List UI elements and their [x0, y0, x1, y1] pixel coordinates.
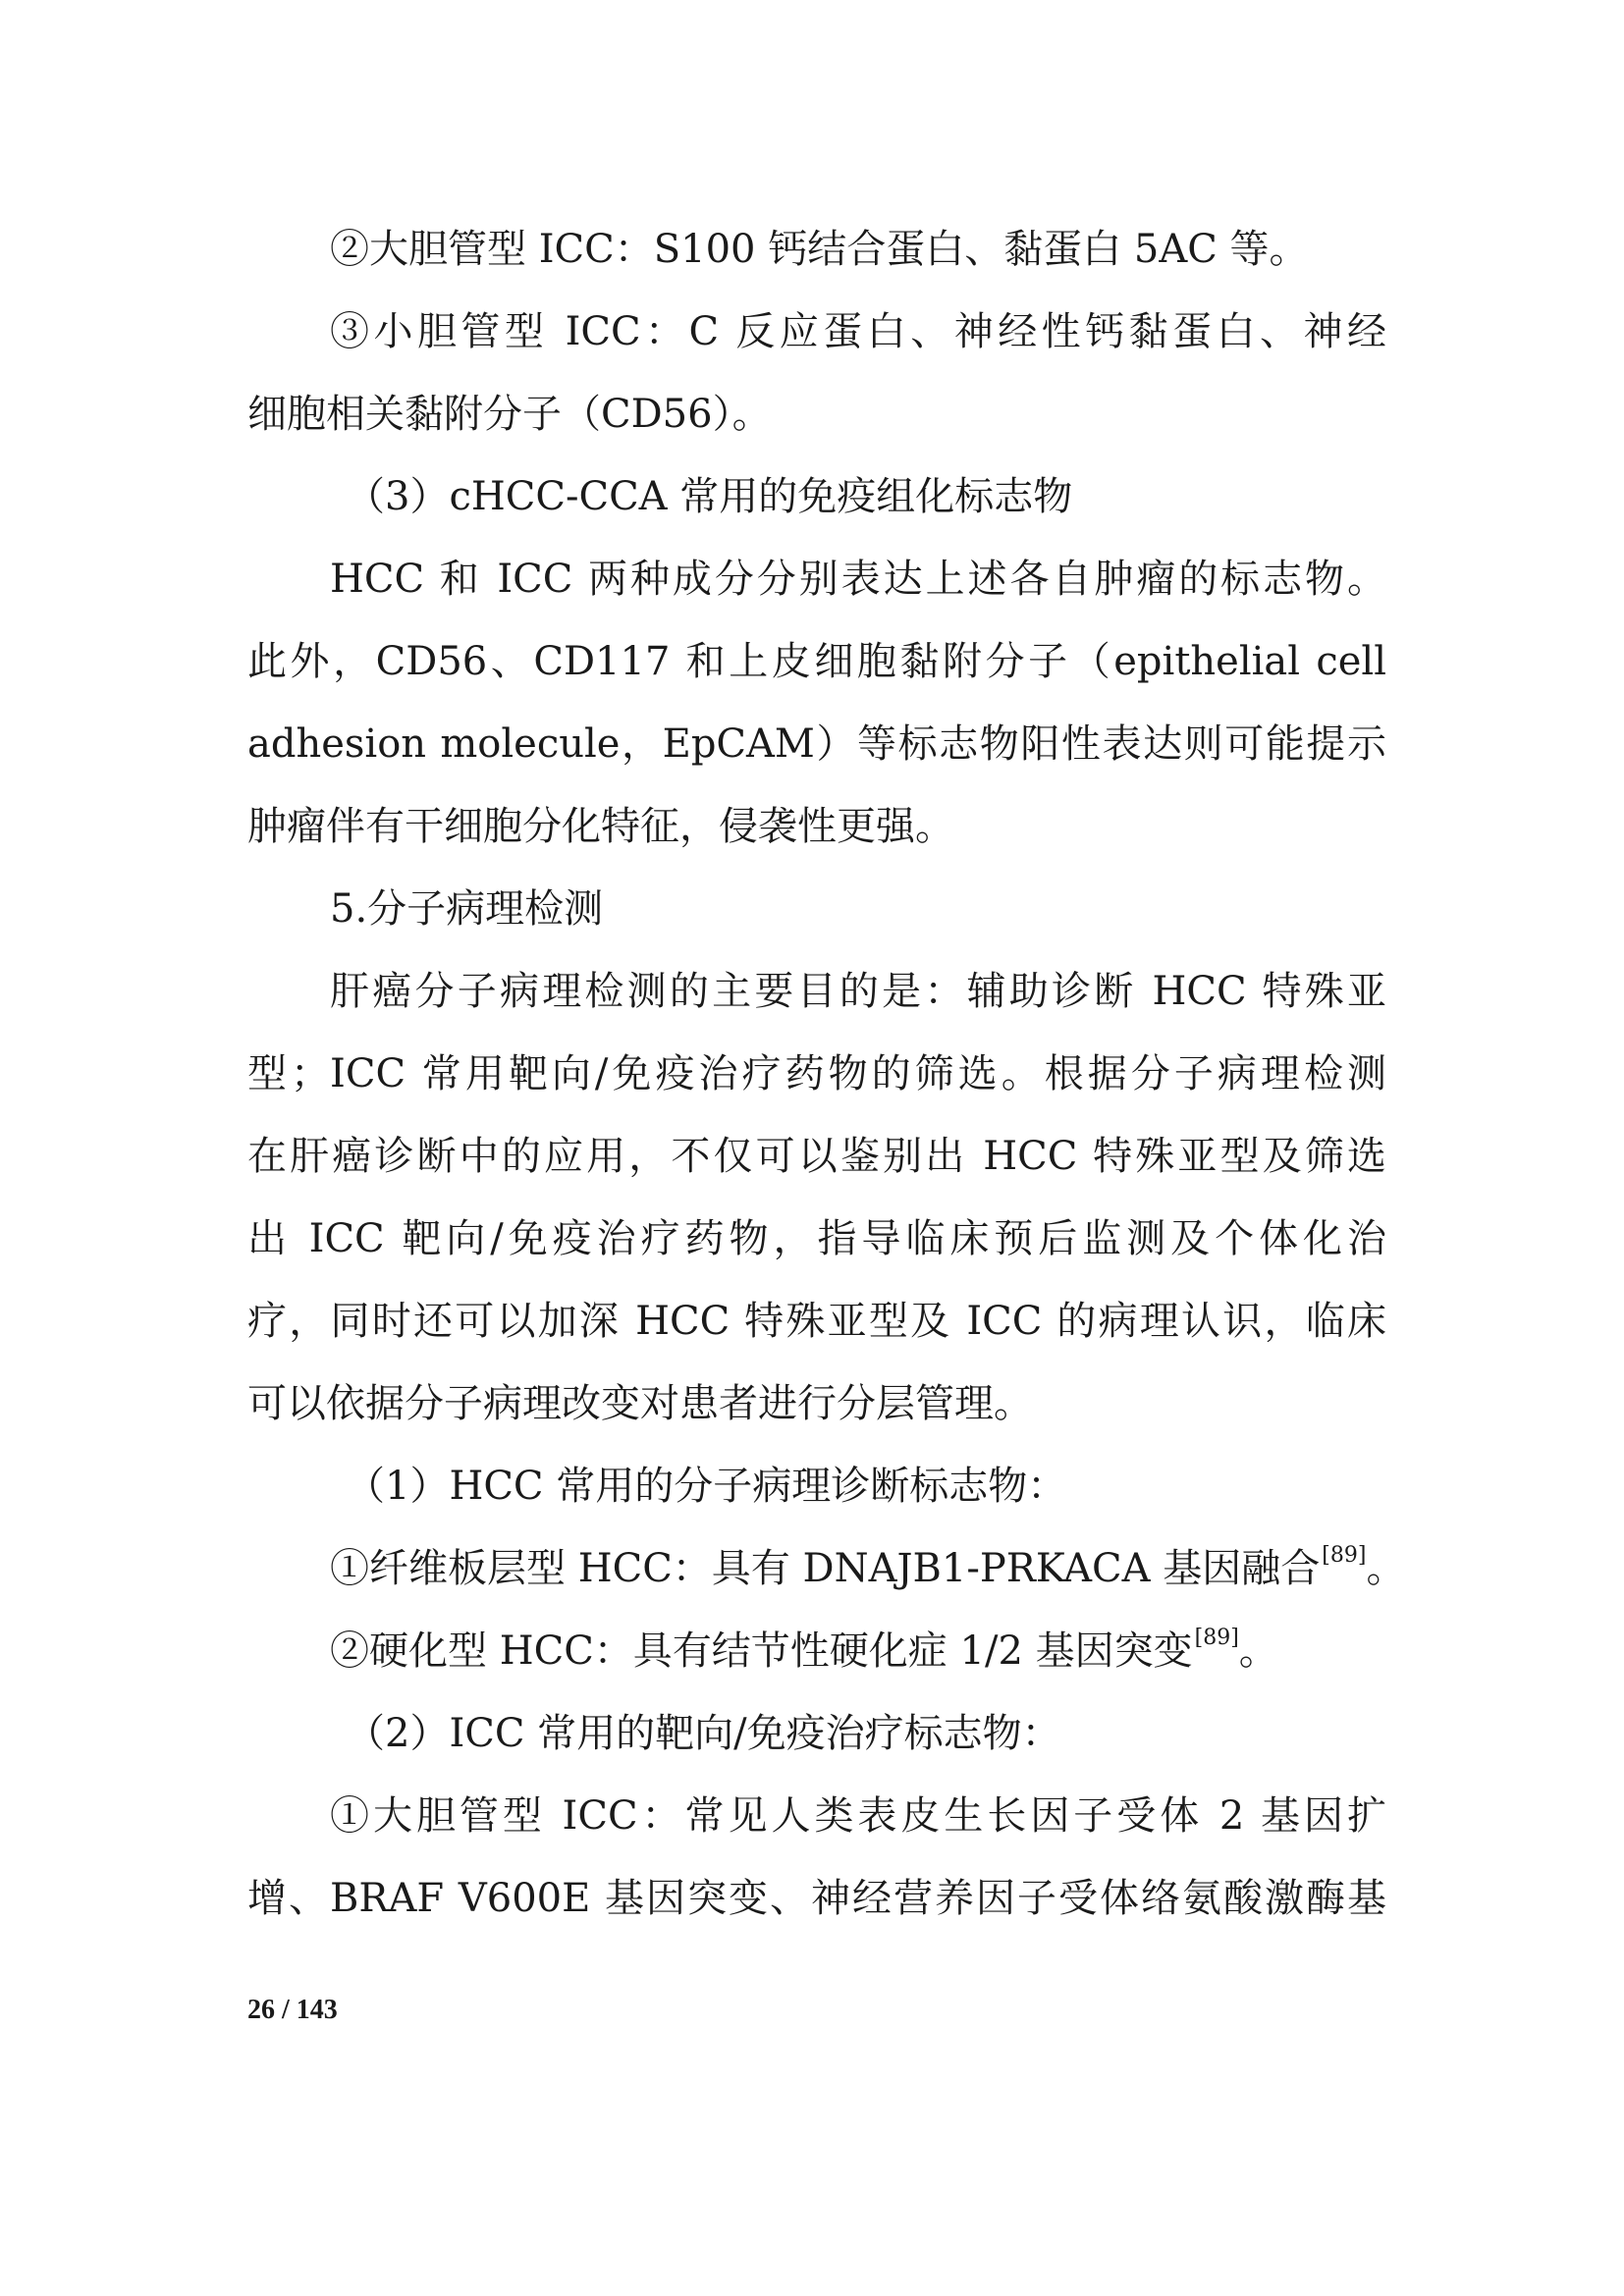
text-line: ②大胆管型 ICC：S100 钙结合蛋白、黏蛋白 5AC 等。: [330, 227, 1309, 272]
text-line: ①纤维板层型 HCC：具有 DNAJB1-PRKACA 基因融合[89]。: [330, 1543, 1406, 1591]
text-line: 可以依据分子病理改变对患者进行分层管理。: [247, 1381, 1033, 1426]
text-line: 型；ICC 常用靶向/免疫治疗药物的筛选。根据分子病理检测: [247, 1051, 1386, 1096]
text-line: 在肝癌诊断中的应用，不仅可以鉴别出 HCC 特殊亚型及筛选: [247, 1134, 1386, 1179]
text-line: 此外，CD56、CD117 和上皮细胞黏附分子（epithelial cell: [247, 639, 1386, 684]
text-line: 增、BRAF V600E 基因突变、神经营养因子受体络氨酸激酶基: [247, 1876, 1386, 1921]
section-heading: （2）ICC 常用的靶向/免疫治疗标志物：: [346, 1711, 1061, 1756]
text-line: adhesion molecule，EpCAM）等标志物阳性表达则可能提示: [247, 721, 1386, 767]
text-line: HCC 和 ICC 两种成分分别表达上述各自肿瘤的标志物。: [330, 557, 1386, 602]
section-heading: （1）HCC 常用的分子病理诊断标志物：: [346, 1464, 1067, 1509]
citation-reference[interactable]: [89]: [1194, 1626, 1239, 1650]
text-line: ①大胆管型 ICC：常见人类表皮生长因子受体 2 基因扩: [330, 1793, 1386, 1839]
text-line: 疗，同时还可以加深 HCC 特殊亚型及 ICC 的病理认识，临床: [247, 1299, 1386, 1344]
text-line: 细胞相关黏附分子（CD56）。: [247, 392, 772, 437]
text-line: ②硬化型 HCC：具有结节性硬化症 1/2 基因突变[89]。: [330, 1626, 1278, 1674]
citation-reference[interactable]: [89]: [1322, 1543, 1367, 1568]
section-heading: 5.分子病理检测: [330, 886, 604, 932]
section-heading: （3）cHCC-CCA 常用的免疫组化标志物: [346, 474, 1073, 519]
text-line: 肝癌分子病理检测的主要目的是：辅助诊断 HCC 特殊亚: [330, 969, 1386, 1014]
document-body: [247, 208, 1406, 1940]
text-line: 出 ICC 靶向/免疫治疗药物，指导临床预后监测及个体化治: [247, 1216, 1386, 1261]
text-line: 肿瘤伴有干细胞分化特征，侵袭性更强。: [247, 804, 954, 849]
page-number: 26 / 143: [247, 1995, 338, 2025]
text-line: ③小胆管型 ICC：C 反应蛋白、神经性钙黏蛋白、神经: [330, 309, 1386, 354]
